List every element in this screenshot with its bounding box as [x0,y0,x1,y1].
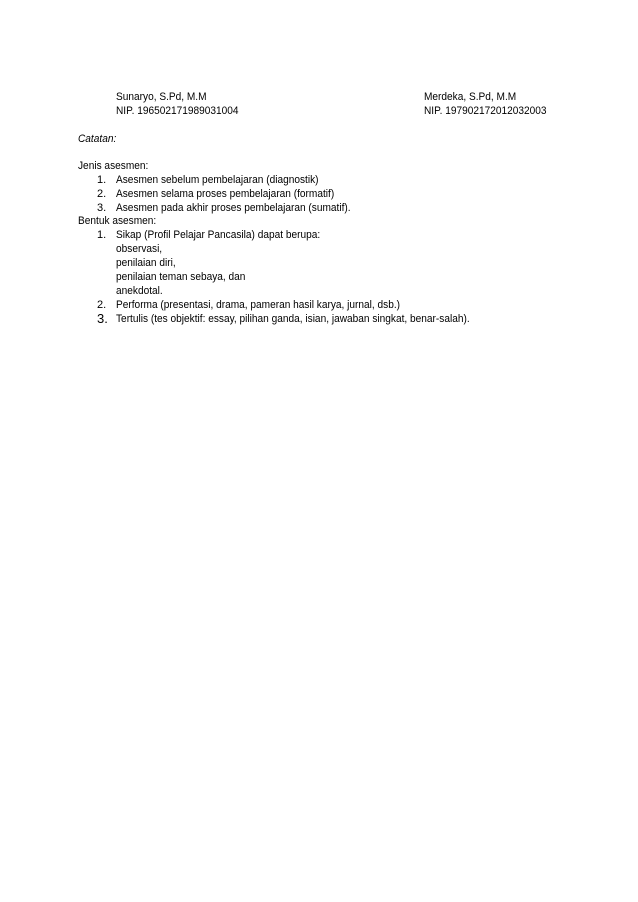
jenis-item-text: Asesmen sebelum pembelajaran (diagnostik) [116,174,319,186]
bentuk-item-number: 1. [97,229,107,241]
jenis-item-number: 3. [97,202,107,214]
signature-right-nip: NIP. 197902172012032003 [424,105,547,117]
bentuk-subitem: anekdotal. [116,285,163,297]
jenis-item-number: 1. [97,174,107,186]
notes-heading: Catatan: [78,133,117,145]
jenis-asesmen-title: Jenis asesmen: [78,160,149,172]
bentuk-item-text: Performa (presentasi, drama, pameran hasil karya, jurnal, dsb.) [116,299,401,311]
bentuk-subitem: penilaian teman sebaya, dan [116,271,246,283]
bentuk-subitem: penilaian diri, [116,257,176,269]
jenis-item-text: Asesmen pada akhir proses pembelajaran (sumatif). [116,202,351,214]
bentuk-subitem: observasi, [116,243,163,255]
bentuk-item-number: 3. [97,311,108,326]
signature-right-name: Merdeka, S.Pd, M.M [424,91,517,103]
jenis-item-text: Asesmen selama proses pembelajaran (formatif) [116,188,335,200]
bentuk-asesmen-title: Bentuk asesmen: [78,215,157,227]
signature-left-name: Sunaryo, S.Pd, M.M [116,91,207,103]
bentuk-item-text: Sikap (Profil Pelajar Pancasila) dapat berupa: [116,229,321,241]
jenis-item-number: 2. [97,188,107,200]
bentuk-item-text: Tertulis (tes objektif: essay, pilihan ganda, isian, jawaban singkat, benar-salah). [116,313,470,325]
bentuk-item-number: 2. [97,299,107,311]
signature-left-nip: NIP. 196502171989031004 [116,105,239,117]
